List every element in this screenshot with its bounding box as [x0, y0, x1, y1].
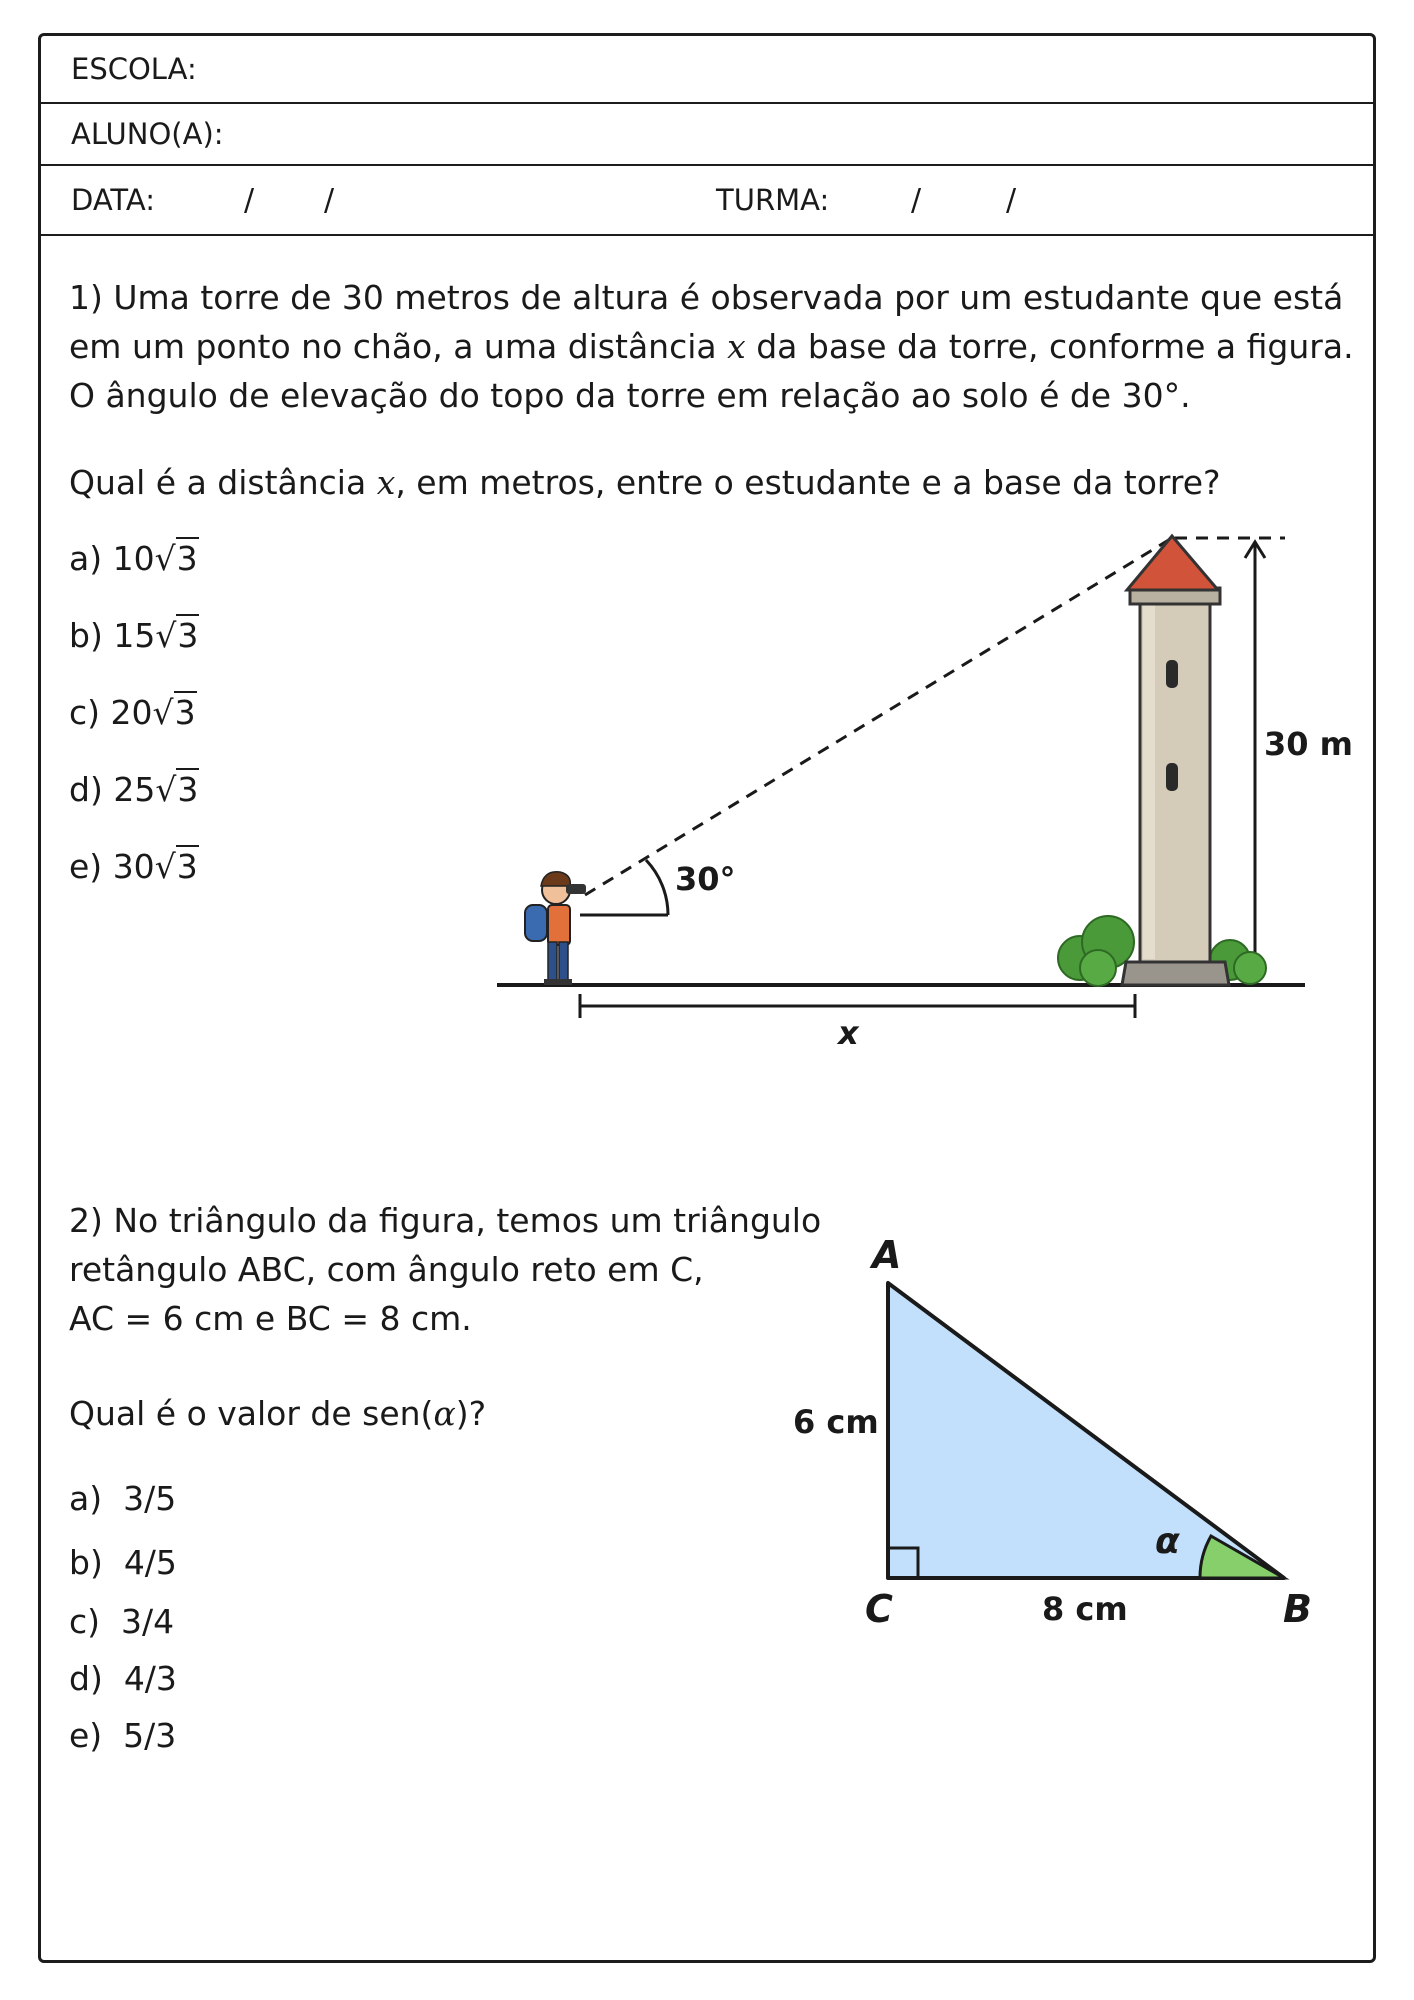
line-of-sight — [585, 538, 1172, 895]
height-label: 30 m — [1264, 725, 1354, 763]
angle-arc — [646, 860, 668, 915]
q2-option-a: a) 3/5 — [69, 1479, 177, 1518]
vertex-c-label: C — [865, 1587, 893, 1631]
q2-option-e: e) 5/3 — [69, 1716, 177, 1755]
date-slash-1: / — [244, 182, 255, 218]
q2-option-b: b) 4/5 — [69, 1543, 177, 1582]
q2-line3: AC = 6 cm e BC = 8 cm. — [69, 1299, 472, 1338]
q1-line2: em um ponto no chão, a uma distância x da base da torre, conforme a figura. — [69, 327, 1354, 366]
q2-option-c: c) 3/4 — [69, 1602, 175, 1641]
vertex-b-label: B — [1283, 1587, 1312, 1631]
date-slash-2: / — [324, 182, 335, 218]
side-ac-label: 6 cm — [793, 1403, 879, 1441]
side-bc-label: 8 cm — [1042, 1590, 1128, 1628]
q1-option-c: c) 20√3 — [69, 693, 196, 732]
class-label: TURMA: — [716, 183, 830, 217]
q1-option-b: b) 15√3 — [69, 616, 199, 655]
triangle-figure — [0, 1200, 1414, 1660]
student-icon — [525, 872, 586, 985]
q2-line2: retângulo ABC, com ângulo reto em C, — [69, 1250, 704, 1289]
q2-line1: 2) No triângulo da figura, temos um triângulo — [69, 1201, 822, 1240]
q1-option-d: d) 25√3 — [69, 770, 199, 809]
distance-label: x — [838, 1014, 859, 1052]
q1-line1: 1) Uma torre de 30 metros de altura é observada por um estudante que está — [69, 278, 1344, 317]
q1-line3: O ângulo de elevação do topo da torre em relação ao solo é de 30°. — [69, 376, 1191, 415]
vertex-a-label: A — [872, 1233, 902, 1277]
class-slash-2: / — [1006, 182, 1017, 218]
school-label: ESCOLA: — [71, 52, 197, 86]
angle-alpha-sector — [1200, 1536, 1284, 1578]
q2-question: Qual é o valor de sen(α)? — [69, 1394, 487, 1433]
angle-label: 30° — [675, 860, 736, 898]
q1-option-e: e) 30√3 — [69, 847, 198, 886]
student-label: ALUNO(A): — [71, 117, 224, 151]
class-slash-1: / — [911, 182, 922, 218]
q1-question: Qual é a distância x, em metros, entre o estudante e a base da torre? — [69, 463, 1221, 502]
q1-option-a: a) 10√3 — [69, 539, 198, 578]
angle-alpha-label: α — [1155, 1521, 1180, 1562]
tower-icon — [1122, 536, 1229, 985]
triangle-abc — [888, 1283, 1284, 1578]
q2-option-d: d) 4/3 — [69, 1659, 177, 1698]
date-label: DATA: — [71, 183, 155, 217]
